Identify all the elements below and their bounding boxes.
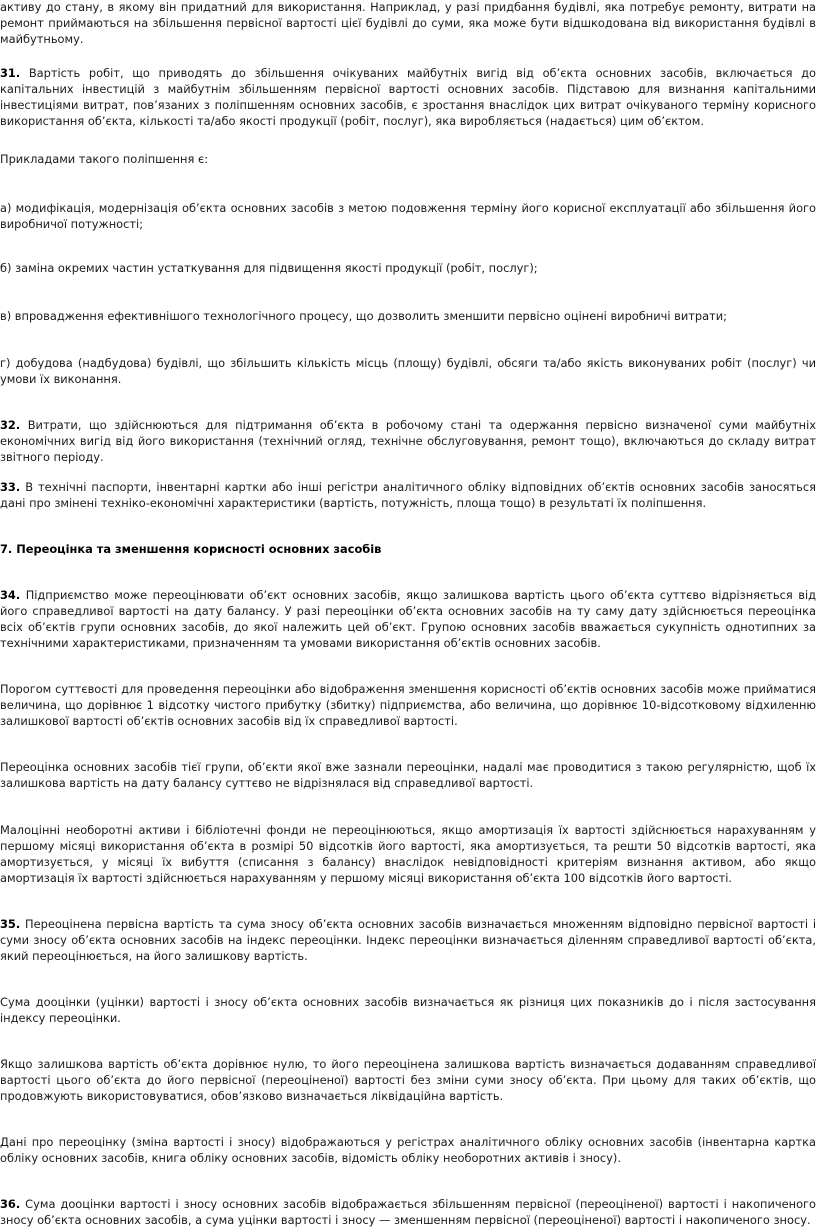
paragraph-text: Підприємство може переоцінювати об’єкт основних засобів, якщо залишкова вартість цього об’єкта суттєво відрізняється від його справедливої вартості на дату балансу. У разі переоцінки об’єкта основних засобів на ту саму дату здійснюється переоцінка всіх об’єктів групи основних засобів, до якої належить цей об’єкт. Групою основних засобів вважається сукупність однотипних за технічними характеристиками, призначенням та умовами використання об’єктів основних засобів. <box>0 588 816 650</box>
paragraph-text: Витрати, що здійснюються для підтримання об’єкта в робочому стані та одержання первісно визначеної суми майбутніх економічних вигід від його використання (технічний огляд, технічне обслуговування, ремонт тощо), включаються до складу витрат звітного періоду. <box>0 418 816 464</box>
paragraph-32 <box>0 417 816 465</box>
paragraph-36 <box>0 1196 816 1228</box>
paragraph-text: Дані про переоцінку (зміна вартості і зносу) відображаються у регістрах аналітичного обліку основних засобів (інвентарна картка обліку основних засобів, книга обліку основних засобів, відомість обліку необоротних активів і зносу). <box>0 1135 816 1165</box>
paragraph-text: активу до стану, в якому він придатний для використання. Наприклад, у разі придбання будівлі, яка потребує ремонту, витрати на ремонт приймаються на збільшення первісної вартості цієї будівлі до суми, яка може бути відшкодована від використання будівлі в майбутньому. <box>0 0 816 46</box>
clause-number: 31. <box>0 66 21 80</box>
paragraph-34 <box>0 587 816 651</box>
clause-number: 32. <box>0 418 21 432</box>
list-item-text: в) впровадження ефективнішого технологічного процесу, що дозволить зменшити первісно оцінені виробничі витрати; <box>0 309 728 323</box>
section-title: 7. Переоцінка та зменшення корисності основних засобів <box>0 542 382 556</box>
clause-number: 36. <box>0 1197 21 1211</box>
paragraph-34-threshold <box>0 681 816 729</box>
paragraph-35 <box>0 916 816 964</box>
list-item-text: а) модифікація, модернізація об’єкта основних засобів з метою подовження терміну його корисної експлуатації або збільшення його виробничої потужності; <box>0 201 816 231</box>
paragraph-text: Вартість робіт, що приводять до збільшення очікуваних майбутніх вигід від об’єкта основних засобів, включається до капітальних інвестицій з майбутнім збільшенням первісної вартості основних засобів. Підставою для визнання капітальними інвестиціями витрат, пов’язаних з поліпшенням основних засобів, є зростання внаслідок цих витрат очікуваного терміну корисного використання об’єкта, кількості та/або якості продукції (робіт, послуг), яка виробляється (надається) цим об’єктом. <box>0 66 816 128</box>
paragraph-34-low-value <box>0 822 816 886</box>
paragraph-text: Малоцінні необоротні активи і бібліотечні фонди не переоцінюються, якщо амортизація їх вартості здійснюється нарахуванням у першому місяці використання об’єкта в розмірі 50 відсотків його вартості, яка амортизується, та решти 50 відсотків вартості, яка амортизується, у місяці їх вибуття (списання з балансу) внаслідок невідповідності критеріям визнання активом, або якщо амортизація їх вартості здійснюється нарахуванням у першому місяці використання об’єкта 100 відсотків його вартості. <box>0 823 816 885</box>
paragraph-text: Прикладами такого поліпшення є: <box>0 152 209 166</box>
paragraph-text: Порогом суттєвості для проведення переоцінки або відображення зменшення корисності об’єктів основних засобів може прийматися величина, що дорівнює 1 відсотку чистого прибутку (збитку) підприємства, або величина, що дорівнює 10-відсотковому відхиленню залишкової вартості об’єктів основних засобів від їх справедливої вартості. <box>0 682 816 728</box>
examples-intro <box>0 151 816 167</box>
example-g <box>0 355 816 387</box>
list-item-text: г) добудова (надбудова) будівлі, що збільшить кількість місць (площу) будівлі, обсяги та/або якість виконуваних робіт (послуг) чи умови їх виконання. <box>0 356 816 386</box>
paragraph-continuation <box>0 0 816 47</box>
paragraph-text: Переоцінка основних засобів тієї групи, об’єкти якої вже зазнали переоцінки, надалі має проводитися з такою регулярністю, щоб їх залишкова вартість на дату балансу суттєво не відрізнялася від справедливої вартості. <box>0 760 816 790</box>
paragraph-34-regularity <box>0 759 816 791</box>
example-a <box>0 200 816 232</box>
list-item-text: б) заміна окремих частин устаткування для підвищення якості продукції (робіт, послуг); <box>0 261 538 275</box>
section-heading <box>0 541 816 557</box>
paragraph-text: В технічні паспорти, інвентарні картки або інші регістри аналітичного обліку відповідних об’єктів основних засобів заносяться дані про змінені техніко-економічні характеристики (вартість, потужність, площа тощо) в результаті їх поліпшення. <box>0 480 816 510</box>
paragraph-35-difference <box>0 994 816 1026</box>
example-b <box>0 260 816 276</box>
example-v <box>0 308 816 324</box>
paragraph-35-records <box>0 1134 816 1166</box>
paragraph-text: Якщо залишкова вартість об’єкта дорівнює нулю, то його переоцінена залишкова вартість визначається додаванням справедливої вартості цього об’єкта до його первісної (переоціненої) вартості без зміни суми зносу об’єкта. При цьому для таких об’єктів, що продовжують використовуватися, обов’язково визначається ліквідаційна вартість. <box>0 1057 816 1103</box>
clause-number: 35. <box>0 917 21 931</box>
clause-number: 34. <box>0 588 21 602</box>
paragraph-text: Переоцінена первісна вартість та сума зносу об’єкта основних засобів визначається множенням відповідно первісної вартості і суми зносу об’єкта основних засобів на індекс переоцінки. Індекс переоцінки визначається діленням справедливої вартості об’єкта, який переоцінюється, на його залишкову вартість. <box>0 917 816 963</box>
paragraph-text: Сума дооцінки (уцінки) вартості і зносу об’єкта основних засобів визначається як різниця цих показників до і після застосування індексу переоцінки. <box>0 995 816 1025</box>
clause-number: 33. <box>0 480 21 494</box>
paragraph-text: Сума дооцінки вартості і зносу основних засобів відображається збільшенням первісної (переоціненої) вартості і накопиченого зносу об’єкта основних засобів, а сума уцінки вартості і зносу — зменшенням первісної (переоціненої) вартості і накопиченого зносу. <box>0 1197 816 1227</box>
paragraph-33 <box>0 479 816 511</box>
paragraph-35-zero-value <box>0 1056 816 1104</box>
paragraph-31 <box>0 65 816 129</box>
